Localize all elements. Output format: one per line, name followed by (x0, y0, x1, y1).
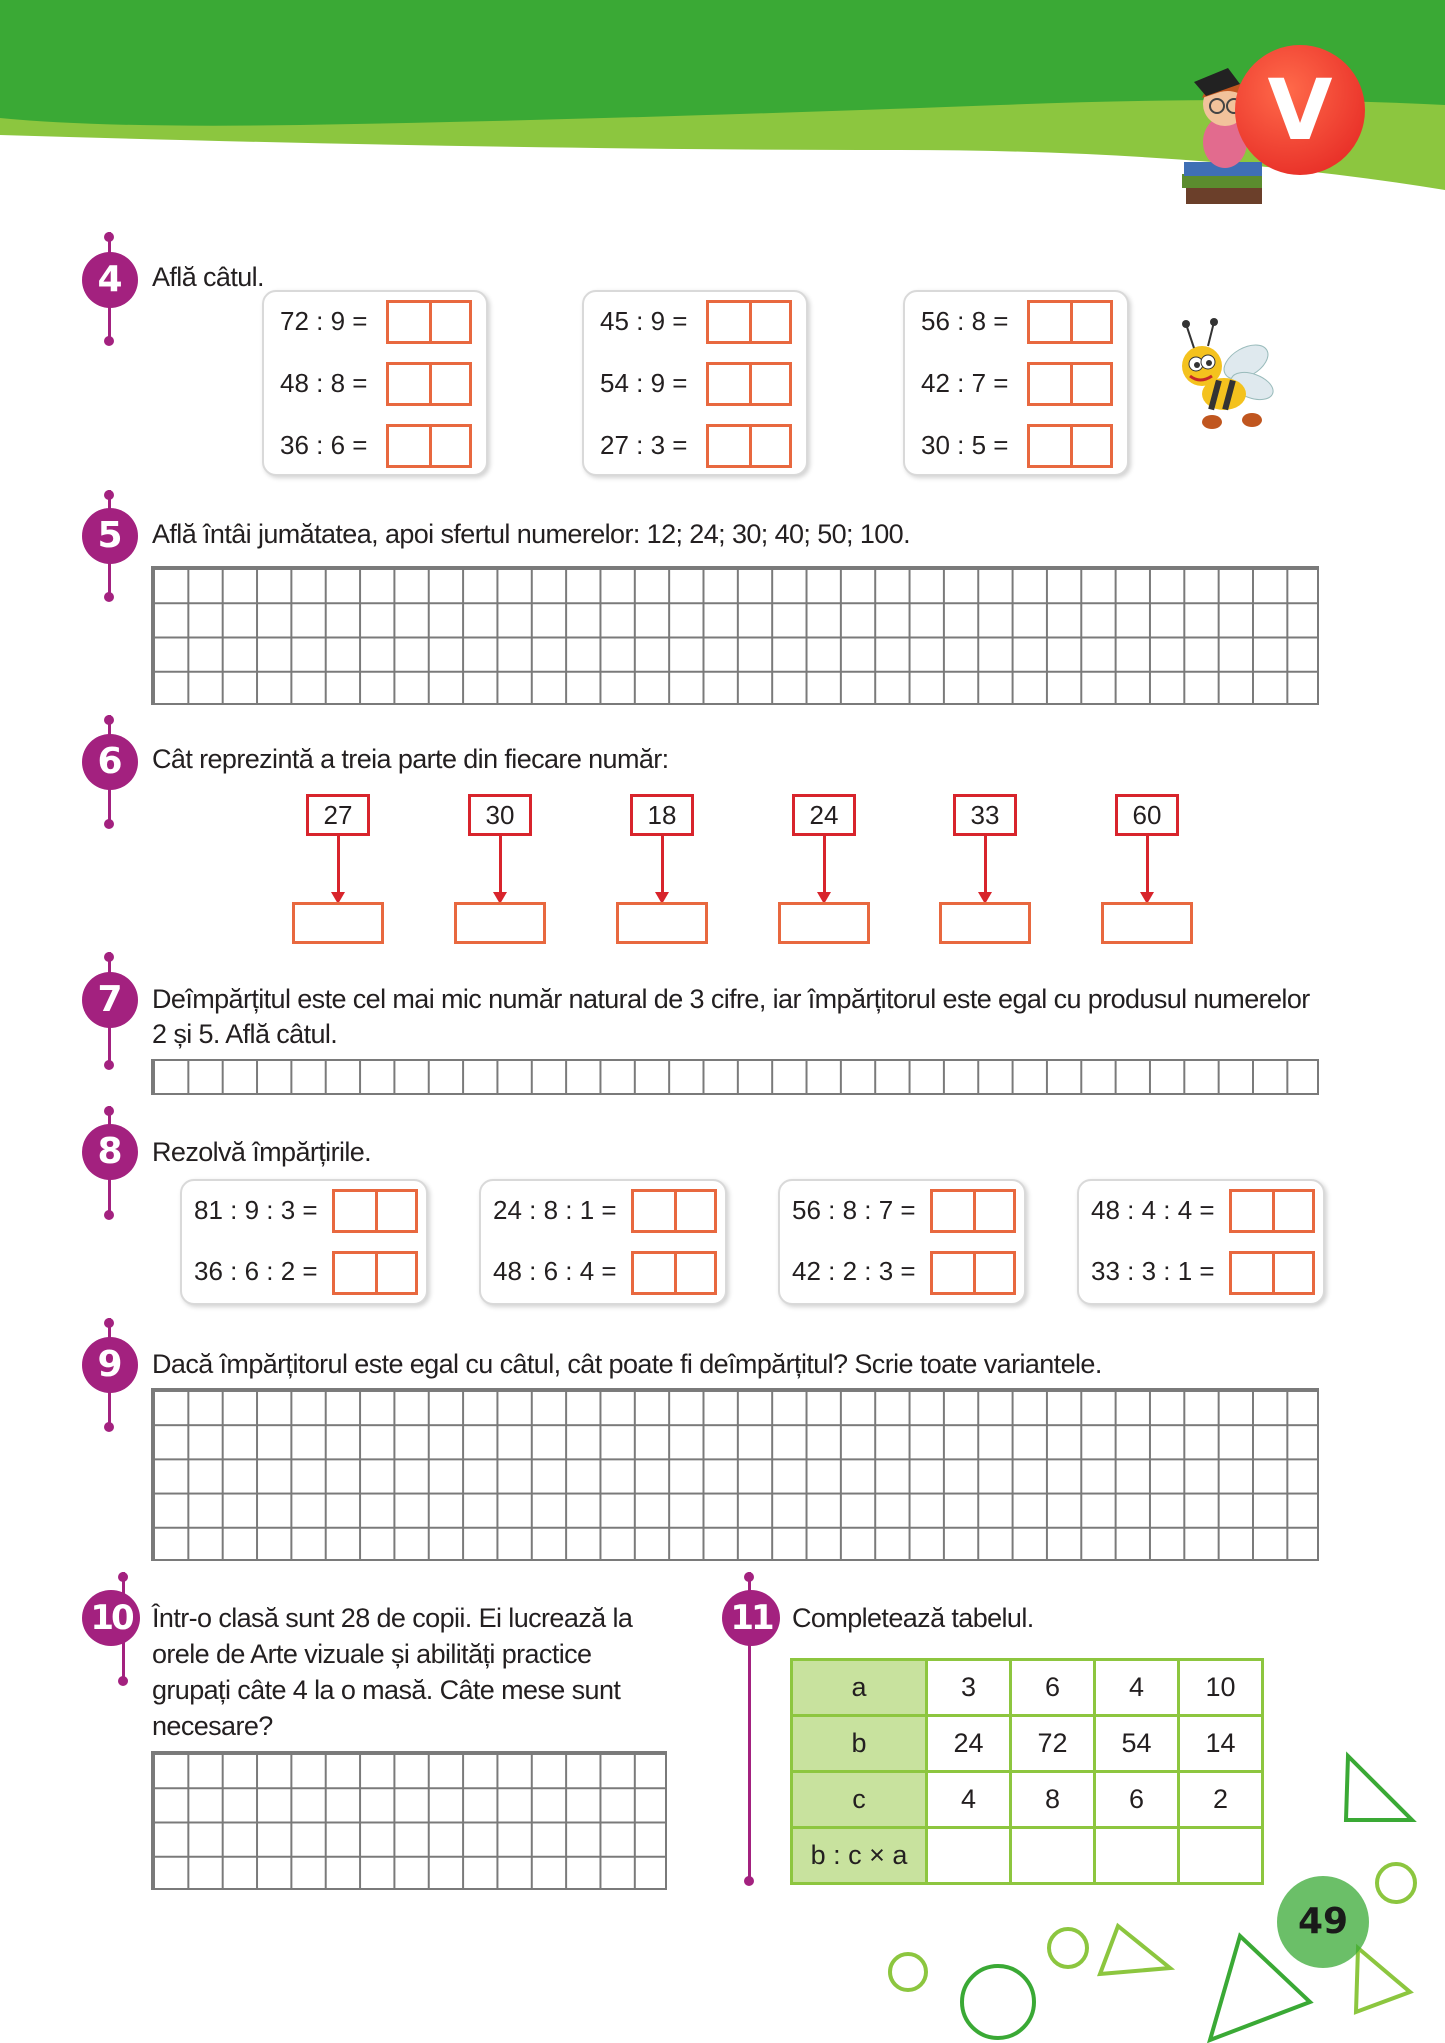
equation: 48 : 8 = (280, 368, 368, 398)
q8-card-2 (479, 1179, 727, 1305)
row-label: a (792, 1660, 927, 1716)
q4-instruction: Află câtul. (152, 262, 264, 292)
q8-card-3 (778, 1179, 1026, 1305)
equation: 56 : 8 : 7 = (792, 1195, 916, 1225)
result-box[interactable] (616, 902, 708, 944)
answer-box[interactable] (1229, 1189, 1315, 1233)
q10-text-line3: grupați câte 4 la o masă. Câte mese sunt (152, 1675, 621, 1705)
number-box: 30 (468, 794, 532, 836)
q10-text-line1: Într-o clasă sunt 28 de copii. Ei lucrează la (152, 1603, 633, 1633)
number-box: 18 (630, 794, 694, 836)
answer-box[interactable] (332, 1251, 418, 1295)
q10-text-line4: necesare? (152, 1711, 273, 1741)
result-box[interactable] (1101, 902, 1193, 944)
q4-number: 4 (82, 252, 138, 308)
q7-text-line1: Deîmpărțitul este cel mai mic număr natural de 3 cifre, iar împărțitorul este egal cu produsul numerelor (152, 984, 1310, 1014)
equation: 72 : 9 = (280, 306, 368, 336)
q5-dot (104, 592, 114, 602)
q8-number: 8 (82, 1124, 138, 1180)
q9-number: 9 (82, 1337, 138, 1393)
table-cell: 72 (1011, 1716, 1095, 1772)
equation: 56 : 8 = (921, 306, 1009, 336)
q6-number: 6 (82, 734, 138, 790)
answer-box[interactable] (1027, 300, 1113, 344)
q8-card-4 (1077, 1179, 1325, 1305)
q7-dot (104, 952, 114, 962)
table-row (792, 1660, 1263, 1716)
q8-card-1 (180, 1179, 428, 1305)
table-cell: 10 (1179, 1660, 1263, 1716)
table-cell: 6 (1095, 1772, 1179, 1828)
row-label: b (792, 1716, 927, 1772)
result-box[interactable] (778, 902, 870, 944)
q10-dot (118, 1676, 128, 1686)
q8-dot (104, 1106, 114, 1116)
q5-instruction: Află întâi jumătatea, apoi sfertul numerelor: 12; 24; 30; 40; 50; 100. (152, 519, 910, 549)
equation: 42 : 7 = (921, 368, 1009, 398)
table-cell: 4 (927, 1772, 1011, 1828)
number-box: 33 (953, 794, 1017, 836)
q4-dot (104, 336, 114, 346)
answer-box[interactable] (1027, 362, 1113, 406)
number-box: 24 (792, 794, 856, 836)
page-number: 49 (1297, 1901, 1349, 1942)
answer-box[interactable] (706, 300, 792, 344)
section-letter: V (1267, 61, 1333, 159)
answer-box[interactable] (930, 1189, 1016, 1233)
arrow (1146, 836, 1149, 896)
table-cell: 8 (1011, 1772, 1095, 1828)
answer-box[interactable] (1027, 424, 1113, 468)
bee-illustration (1168, 318, 1278, 436)
q8-dot (104, 1210, 114, 1220)
arrow (337, 836, 340, 896)
answer-box[interactable] (386, 300, 472, 344)
equation: 48 : 6 : 4 = (493, 1256, 617, 1286)
section-badge (1235, 45, 1365, 175)
equation: 36 : 6 : 2 = (194, 1256, 318, 1286)
q7-number: 7 (82, 972, 138, 1028)
q6-instruction: Cât reprezintă a treia parte din fiecare număr: (152, 744, 669, 774)
answer-box[interactable] (386, 424, 472, 468)
q11-dot (744, 1572, 754, 1582)
answer-box[interactable] (631, 1251, 717, 1295)
row-label: b : c × a (792, 1828, 927, 1884)
equation: 27 : 3 = (600, 430, 688, 460)
q10-number: 10 (82, 1590, 140, 1646)
q5-dot (104, 490, 114, 500)
q11-number: 11 (722, 1590, 780, 1646)
answer-box[interactable] (1229, 1251, 1315, 1295)
q10-dot (118, 1572, 128, 1582)
number-box: 60 (1115, 794, 1179, 836)
number-box: 27 (306, 794, 370, 836)
row-label: c (792, 1772, 927, 1828)
q9-writing-grid[interactable] (151, 1388, 1319, 1561)
q5-writing-grid[interactable] (151, 566, 1319, 705)
q4-dot (104, 232, 114, 242)
q4-card-2 (582, 290, 808, 476)
table-cell: 6 (1011, 1660, 1095, 1716)
equation: 36 : 6 = (280, 430, 368, 460)
equation: 24 : 8 : 1 = (493, 1195, 617, 1225)
arrow (823, 836, 826, 896)
table-cell: 3 (927, 1660, 1011, 1716)
q9-dot (104, 1318, 114, 1328)
arrow (661, 836, 664, 896)
q7-dot (104, 1060, 114, 1070)
q10-text-line2: orele de Arte vizuale și abilități practice (152, 1639, 592, 1669)
equation: 30 : 5 = (921, 430, 1009, 460)
table-cell: 2 (1179, 1772, 1263, 1828)
table-cell: 14 (1179, 1716, 1263, 1772)
arrow (984, 836, 987, 896)
q11-dot (744, 1876, 754, 1886)
result-box[interactable] (939, 902, 1031, 944)
table-cell: 4 (1095, 1660, 1179, 1716)
equation: 54 : 9 = (600, 368, 688, 398)
answer-box[interactable] (332, 1189, 418, 1233)
q8-instruction: Rezolvă împărțirile. (152, 1137, 372, 1167)
answer-box[interactable] (706, 424, 792, 468)
answer-box[interactable] (631, 1189, 717, 1233)
equation: 42 : 2 : 3 = (792, 1256, 916, 1286)
equation: 45 : 9 = (600, 306, 688, 336)
q6-dot (104, 819, 114, 829)
q5-number: 5 (82, 508, 138, 564)
q7-text-line2: 2 și 5. Află câtul. (152, 1019, 338, 1049)
q10-writing-grid[interactable] (151, 1751, 667, 1890)
equation: 33 : 3 : 1 = (1091, 1256, 1215, 1286)
q6-dot (104, 715, 114, 725)
q11-instruction: Completează tabelul. (792, 1603, 1034, 1633)
q7-writing-grid[interactable] (151, 1059, 1319, 1095)
table-cell: 54 (1095, 1716, 1179, 1772)
equation: 48 : 4 : 4 = (1091, 1195, 1215, 1225)
q9-instruction: Dacă împărțitorul este egal cu câtul, cât poate fi deîmpărțitul? Scrie toate variantele. (152, 1349, 1102, 1379)
answer-box[interactable] (386, 362, 472, 406)
answer-box[interactable] (706, 362, 792, 406)
result-box[interactable] (454, 902, 546, 944)
table-cell: 24 (927, 1716, 1011, 1772)
answer-box[interactable] (930, 1251, 1016, 1295)
q4-card-1 (262, 290, 488, 476)
equation: 81 : 9 : 3 = (194, 1195, 318, 1225)
result-box[interactable] (292, 902, 384, 944)
q4-card-3 (903, 290, 1129, 476)
q9-dot (104, 1422, 114, 1432)
arrow (499, 836, 502, 896)
